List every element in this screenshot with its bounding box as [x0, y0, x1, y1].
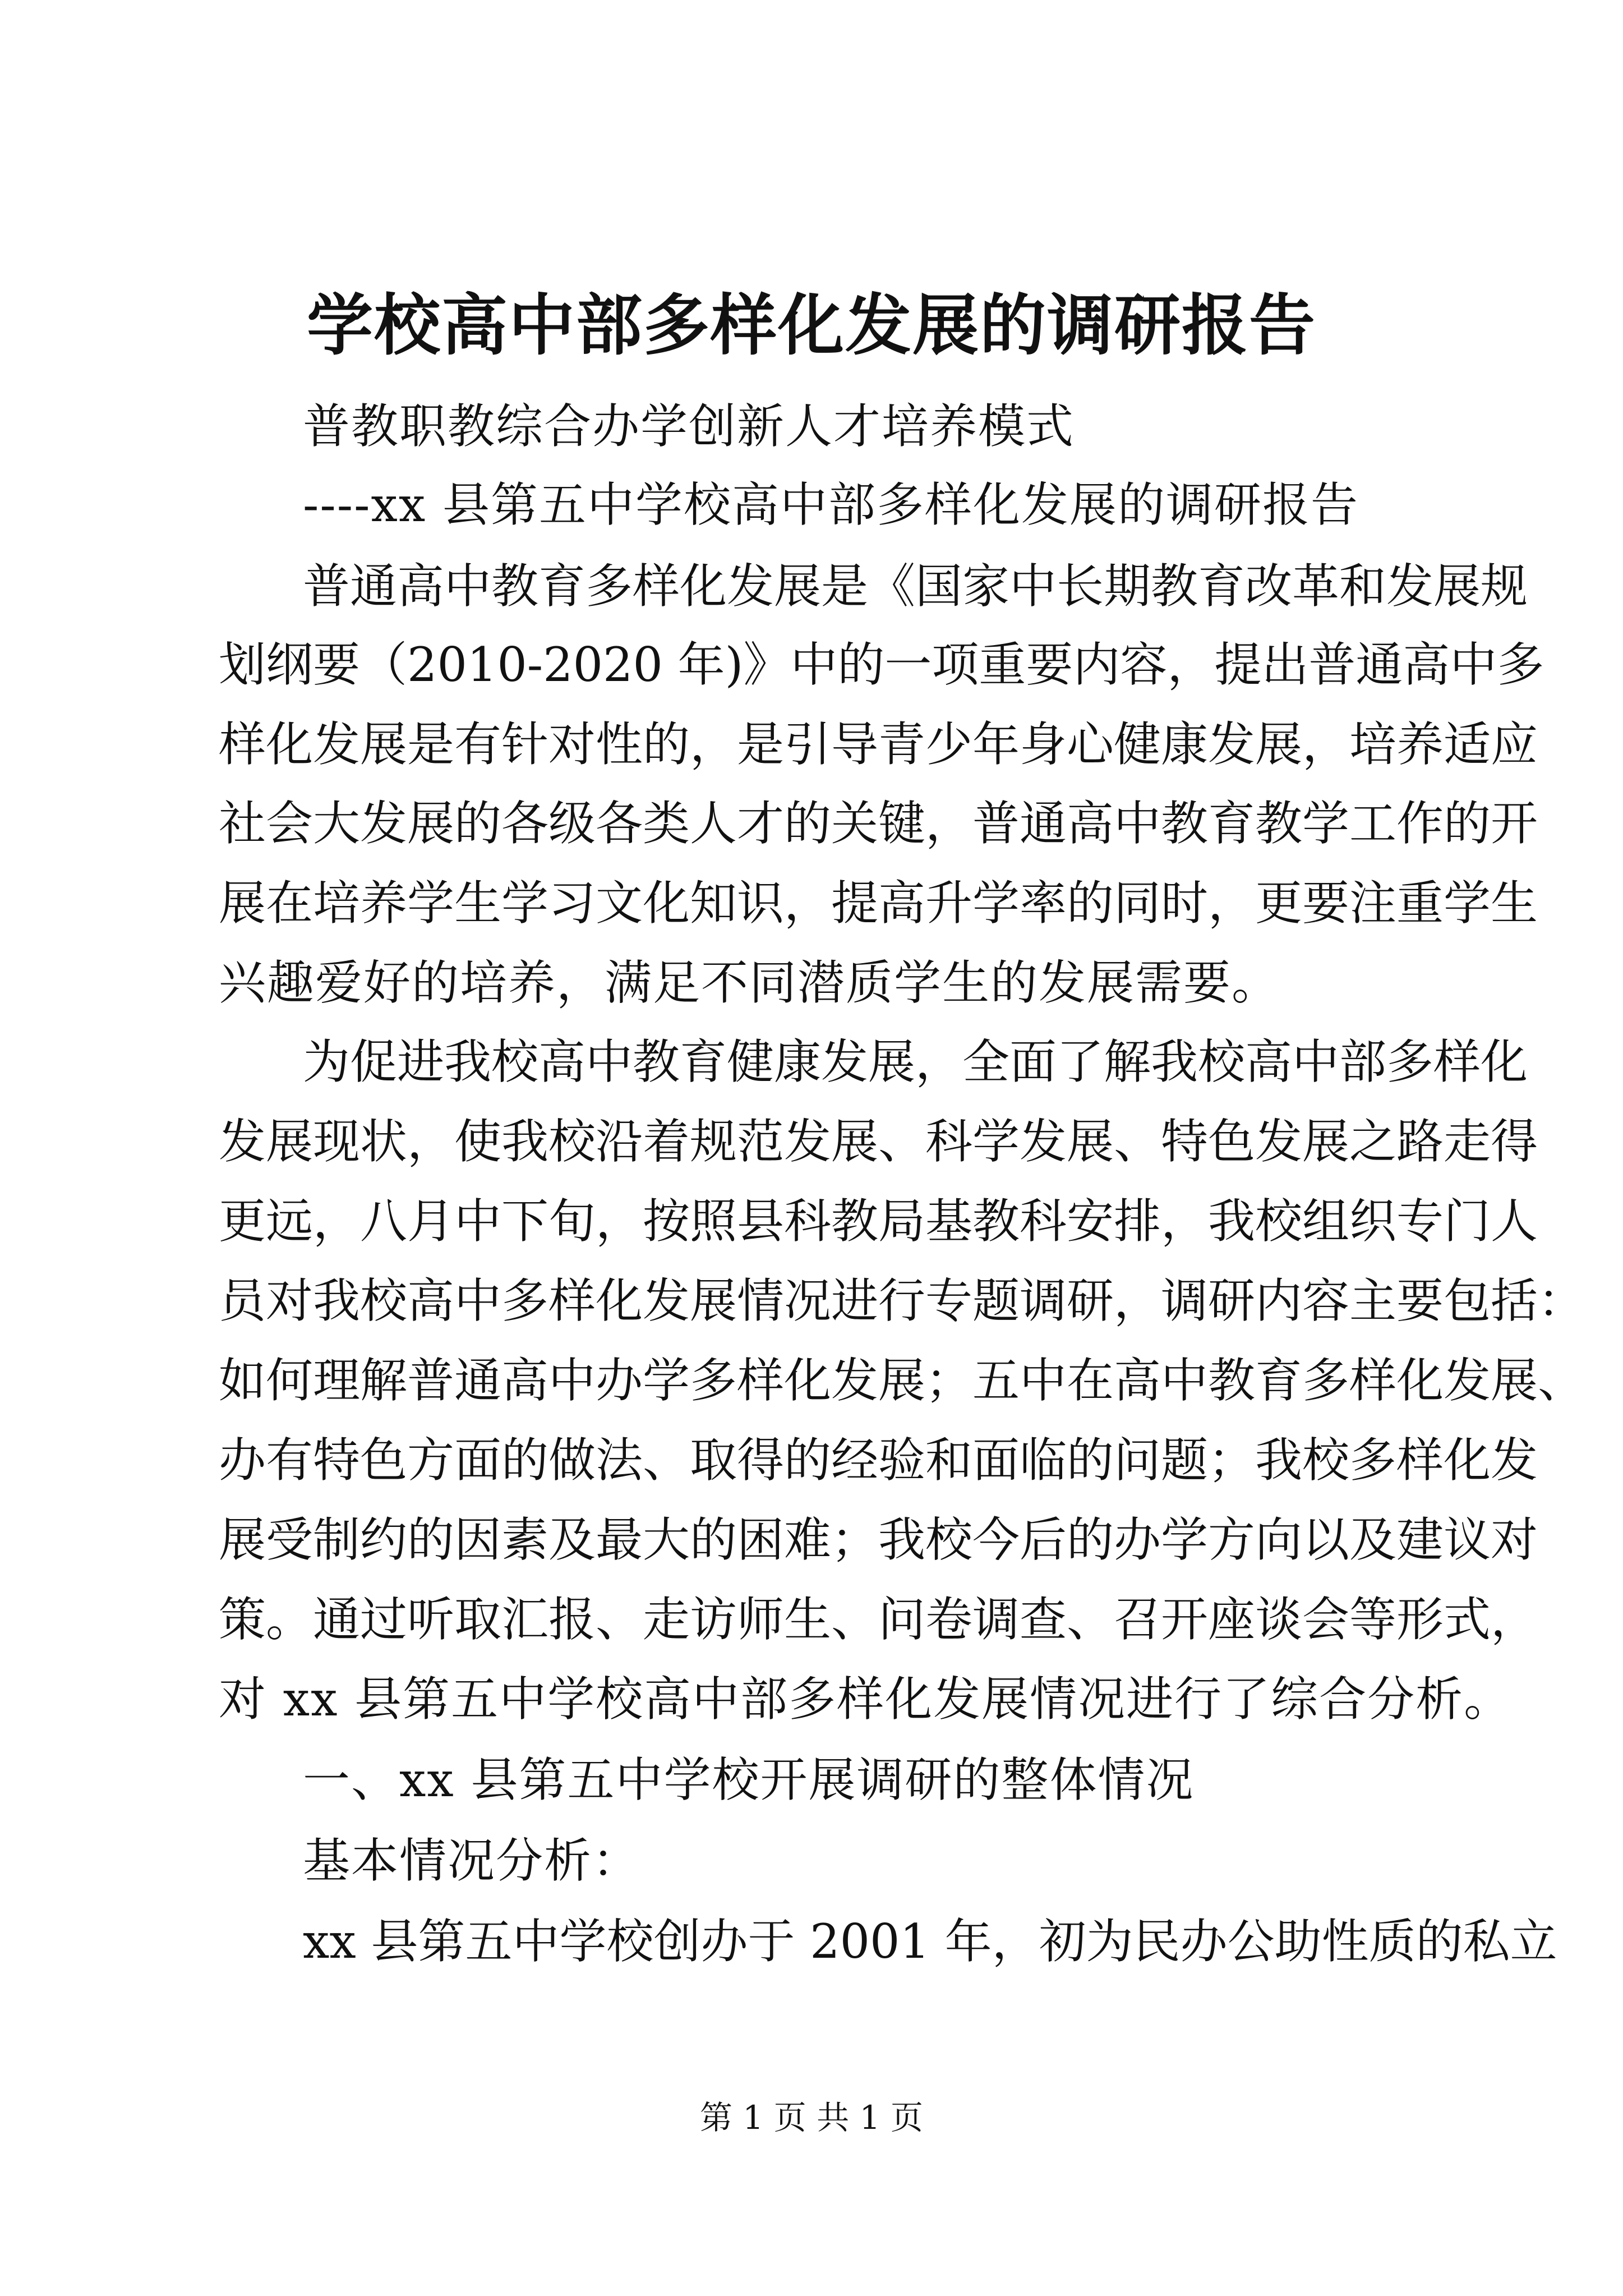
paragraph-2-line-8: 策。通过听取汇报、走访师生、问卷调查、召开座谈会等形式， — [219, 1592, 1538, 1647]
subtitle-secondary: ----xx 县第五中学校高中部多样化发展的调研报告 — [303, 477, 1359, 532]
paragraph-1-line-6: 兴趣爱好的培养，满足不同潜质学生的发展需要。 — [219, 955, 1280, 1010]
paragraph-2-line-1: 为促进我校高中教育健康发展，全面了解我校高中部多样化 — [303, 1034, 1528, 1089]
paragraph-2-line-4: 员对我校高中多样化发展情况进行专题调研，调研内容主要包括： — [219, 1273, 1585, 1328]
page-footer: 第 1 页 共 1 页 — [700, 2099, 923, 2137]
paragraph-2-line-5: 如何理解普通高中办学多样化发展；五中在高中教育多样化发展、 — [219, 1353, 1585, 1408]
paragraph-3-line-1: xx 县第五中学校创办于 2001 年，初为民办公助性质的私立 — [303, 1914, 1557, 1969]
document-title: 学校高中部多样化发展的调研报告 — [306, 286, 1316, 364]
paragraph-1-line-3: 样化发展是有针对性的，是引导青少年身心健康发展，培养适应 — [219, 717, 1538, 772]
paragraph-1-line-4: 社会大发展的各级各类人才的关键，普通高中教育教学工作的开 — [219, 796, 1538, 851]
section-heading-2: 基本情况分析： — [303, 1833, 641, 1888]
paragraph-1-line-5: 展在培养学生学习文化知识，提高升学率的同时，更要注重学生 — [219, 876, 1538, 931]
paragraph-2-line-9: 对 xx 县第五中学校高中部多样化发展情况进行了综合分析。 — [219, 1672, 1513, 1727]
paragraph-2-line-2: 发展现状，使我校沿着规范发展、科学发展、特色发展之路走得 — [219, 1114, 1538, 1169]
subtitle: 普教职教综合办学创新人才培养模式 — [303, 399, 1075, 454]
section-heading-1: 一、xx 县第五中学校开展调研的整体情况 — [303, 1752, 1195, 1807]
paragraph-2-line-3: 更远，八月中下旬，按照县科教局基教科安排，我校组织专门人 — [219, 1194, 1538, 1249]
paragraph-1-line-2: 划纲要（2010-2020 年)》中的一项重要内容，提出普通高中多 — [219, 637, 1544, 692]
paragraph-1-line-1: 普通高中教育多样化发展是《国家中长期教育改革和发展规 — [303, 559, 1528, 614]
paragraph-2-line-7: 展受制约的因素及最大的困难；我校今后的办学方向以及建议对 — [219, 1512, 1538, 1567]
paragraph-2-line-6: 办有特色方面的做法、取得的经验和面临的问题；我校多样化发 — [219, 1433, 1538, 1488]
